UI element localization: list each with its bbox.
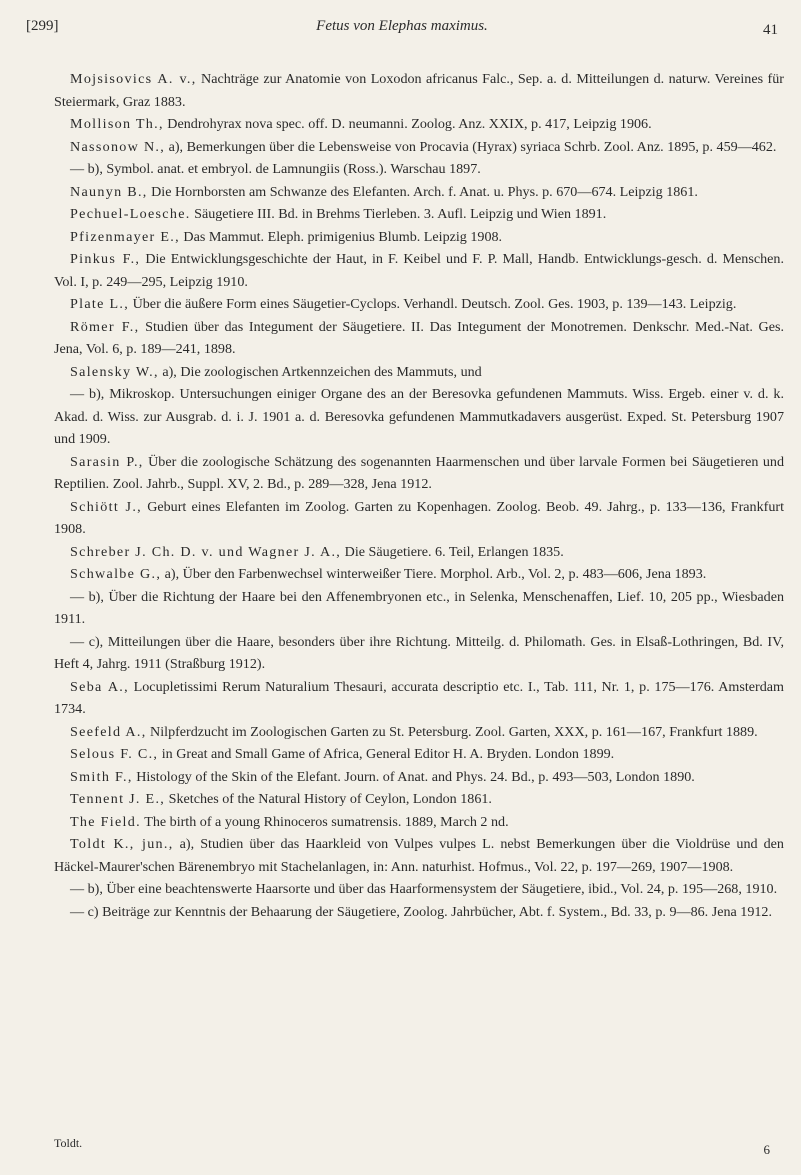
reference-entry xyxy=(54,383,784,451)
reference-entry xyxy=(54,136,784,159)
reference-entry xyxy=(54,743,784,766)
reference-text: Die Säugetiere. 6. Teil, Erlangen 1835. xyxy=(341,543,564,560)
reference-text: a), Über den Farbenwechsel winterweißer Tiere. Morphol. Arb., Vol. 2, p. 483—606, Jena 1893. xyxy=(161,566,707,582)
page-number: 41 xyxy=(763,22,778,38)
reference-author: Selous F. C., xyxy=(70,746,159,762)
reference-text: The birth of a young Rhinoceros sumatrensis. 1889, March 2 nd. xyxy=(140,813,509,830)
reference-author: Pinkus F., xyxy=(70,251,141,267)
reference-text: — c), Mitteilungen über die Haare, besonders über ihre Richtung. Mitteilg. d. Philomath. Ges. in Elsaß-Lothringen, Bd. IV, Heft 4, Jahrg. 1911 (Straßburg 1912). xyxy=(54,633,784,672)
reference-author: Plate L., xyxy=(70,296,130,312)
reference-author: Pfizenmayer E., xyxy=(70,228,180,245)
reference-author: Sarasin P., xyxy=(70,453,144,470)
reference-entry xyxy=(54,113,784,136)
reference-list xyxy=(54,68,784,923)
reference-text: Die Entwicklungsgeschichte der Haut, in F. Keibel und F. P. Mall, Handb. Entwicklungs-gesch. d. Menschen. Vol. I, p. 249—295, Leipzig 1910. xyxy=(54,251,784,290)
reference-entry xyxy=(54,766,784,789)
reference-text: — b), Mikroskop. Untersuchungen einiger Organe des an der Beresovka gefundenen Mammuts. Wiss. Ergeb. einer v. d. k. Akad. d. Wiss. zur Ausgrab. d. i. J. 1901 a. d. Beresovka gefundenen Mammutkadavers ausgerüst. Exped. St. Petersburg 1907 und 1909. xyxy=(54,386,784,447)
reference-entry xyxy=(54,833,784,878)
reference-text: — c) Beiträge zur Kenntnis der Behaarung der Säugetiere, Zoolog. Jahrbücher, Abt. f. System., Bd. 33, p. 9—86. Jena 1912. xyxy=(70,903,772,920)
reference-author: Nassonow N., xyxy=(70,138,166,155)
reference-entry xyxy=(54,496,784,541)
page-footer xyxy=(54,1136,770,1156)
reference-entry xyxy=(54,181,784,204)
reference-author: Römer F., xyxy=(70,318,140,335)
reference-entry xyxy=(54,901,784,924)
reference-text: in Great and Small Game of Africa, General Editor H. A. Bryden. London 1899. xyxy=(158,746,615,762)
reference-entry xyxy=(54,811,784,834)
reference-entry xyxy=(54,361,784,384)
reference-text: Histology of the Skin of the Elefant. Journ. of Anat. and Phys. 24. Bd., p. 493—503, London 1890. xyxy=(132,768,695,785)
page-reference: [299] xyxy=(26,18,59,34)
reference-text: Dendrohyrax nova spec. off. D. neumanni. Zoolog. Anz. XXIX, p. 417, Leipzig 1906. xyxy=(163,116,652,132)
page-header xyxy=(26,12,778,38)
reference-entry xyxy=(54,631,784,676)
reference-text: Säugetiere III. Bd. in Brehms Tierleben. 3. Aufl. Leipzig und Wien 1891. xyxy=(190,206,607,222)
reference-author: Schiött J., xyxy=(70,498,142,515)
reference-text: Nachträge zur Anatomie von Loxodon africanus Falc., Sep. a. d. Mitteilungen d. naturw. Vereines für Steiermark, Graz 1883. xyxy=(54,71,784,110)
reference-text: Studien über das Integument der Säugetiere. II. Das Integument der Monotremen. Denkschr. Med.-Nat. Ges. Jena, Vol. 6, p. 189—241, 1898. xyxy=(54,318,784,357)
reference-entry xyxy=(54,878,784,901)
reference-author: Seba A., xyxy=(70,678,129,695)
reference-entry xyxy=(54,541,784,564)
reference-text: Über die äußere Form eines Säugetier-Cyclops. Verhandl. Deutsch. Zool. Ges. 1903, p. 139—143. Leipzig. xyxy=(129,296,737,312)
reference-author: Toldt K., jun., xyxy=(70,836,174,852)
reference-text: Sketches of the Natural History of Ceylon, London 1861. xyxy=(165,791,492,807)
reference-entry xyxy=(54,68,784,113)
reference-entry xyxy=(54,788,784,811)
reference-author: Schwalbe G., xyxy=(70,566,162,582)
reference-author: Tennent J. E., xyxy=(70,791,166,807)
reference-entry xyxy=(54,248,784,293)
reference-text: a), Bemerkungen über die Lebensweise von Procavia (Hyrax) syriaca Schrb. Zool. Anz. 1895, p. 459—462. xyxy=(165,138,777,155)
reference-author: Salensky W., xyxy=(70,363,159,380)
reference-entry xyxy=(54,203,784,226)
reference-author: The Field. xyxy=(70,813,141,830)
reference-entry xyxy=(54,721,784,744)
reference-author: Seefeld A., xyxy=(70,723,147,740)
sheet-number: 6 xyxy=(763,1142,770,1157)
reference-text: Locupletissimi Rerum Naturalium Thesauri, accurata descriptio etc. I., Tab. 111, Nr. 1, p. 175—176. Amsterdam 1734. xyxy=(54,678,784,717)
reference-entry xyxy=(54,563,784,586)
reference-author: Schreber J. Ch. D. v. und Wagner J. A., xyxy=(70,543,342,560)
reference-entry xyxy=(54,158,784,181)
reference-author: Naunyn B., xyxy=(70,183,148,200)
reference-text: a), Studien über das Haarkleid von Vulpes vulpes L. nebst Bemerkungen über die Violdrüse und den Häckel-Maurer'schen Bärenembryo mit Stachelanlagen, in: Ann. naturhist. Hofmus., Vol. 22, p. 197—269, 1907—1908. xyxy=(54,836,784,875)
reference-text: Nilpferdzucht im Zoologischen Garten zu St. Petersburg. Zool. Garten, XXX, p. 161—167, Frankfurt 1889. xyxy=(146,723,758,740)
reference-text: Das Mammut. Eleph. primigenius Blumb. Leipzig 1908. xyxy=(179,228,503,245)
reference-author: Mollison Th., xyxy=(70,116,164,132)
reference-entry xyxy=(54,316,784,361)
reference-entry xyxy=(54,586,784,631)
reference-entry xyxy=(54,451,784,496)
reference-entry xyxy=(54,676,784,721)
reference-text: — b), Über die Richtung der Haare bei den Affenembryonen etc., in Selenka, Menschenaffen, Lief. 10, 205 pp., Wiesbaden 1911. xyxy=(54,588,784,627)
reference-text: Über die zoologische Schätzung des sogenannten Haarmenschen und über larvale Formen bei Säugetieren und Reptilien. Zool. Jahrb., Suppl. XV, 2. Bd., p. 289—328, Jena 1912. xyxy=(54,453,785,492)
footer-signature: Toldt. xyxy=(54,1136,83,1150)
reference-text: — b), Symbol. anat. et embryol. de Lamnungiis (Ross.). Warschau 1897. xyxy=(70,161,481,177)
reference-author: Mojsisovics A. v., xyxy=(70,71,197,87)
reference-entry xyxy=(54,293,784,316)
reference-text: Geburt eines Elefanten im Zoolog. Garten zu Kopenhagen. Zoolog. Beob. 49. Jahrg., p. 133—136, Frankfurt 1908. xyxy=(54,498,784,537)
reference-author: Pechuel-Loesche. xyxy=(70,206,191,222)
reference-author: Smith F., xyxy=(70,768,133,785)
reference-text: Die Hornborsten am Schwanze des Elefanten. Arch. f. Anat. u. Phys. p. 670—674. Leipzig 1861. xyxy=(147,183,698,200)
reference-text: — b), Über eine beachtenswerte Haarsorte und über das Haarformensystem der Säugetiere, ibid., Vol. 24, p. 195—268, 1910. xyxy=(70,881,778,897)
running-title: Fetus von Elephas maximus. xyxy=(316,18,488,34)
reference-entry xyxy=(54,226,784,249)
reference-text: a), Die zoologischen Artkennzeichen des Mammuts, und xyxy=(158,363,482,380)
